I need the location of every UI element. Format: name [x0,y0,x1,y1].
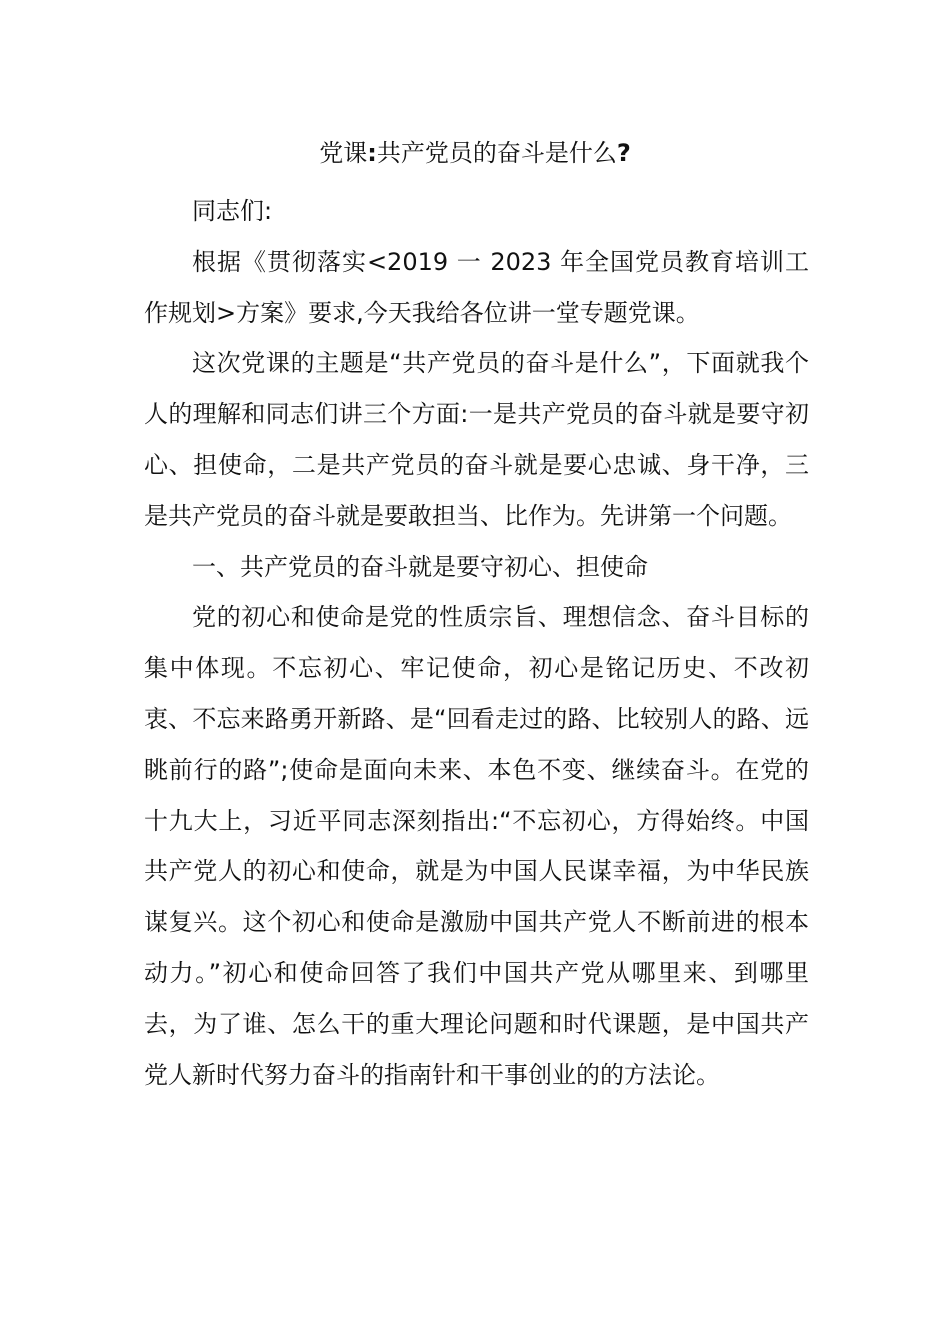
salutation: 同志们: [192,197,273,225]
title-prefix: 党课 [319,139,368,167]
paragraph: 党的初心和使命是党的性质宗旨、理想信念、奋斗目标的集中体现。不忘初心、牢记使命，初心是铭记历史、不改初衷、不忘来路勇开新路、是“回看走过的路、比较别人的路、远眺前行的路”;使命是面向未来、本色不变、继续奋斗。在党的十九大上，习近平同志深刻指出:“不忘初心，方得始终。中国共产党人的初心和使命，就是为中国人民谋幸福，为中华民族谋复兴。这个初心和使命是激励中国共产党人不断前进的根本动力。”初心和使命回答了我们中国共产党从哪里来、到哪里去，为了谁、怎么干的重大理论问题和时代课题，是中国共产党人新时代努力奋斗的指南针和干事创业的的方法论。 [144,603,809,1089]
paragraph: 根据《贯彻落实<2019 一 2023 年全国党员教育培训工作规划>方案》要求,今天我给各位讲一堂专题党课。 [144,247,809,327]
section-heading: 一、共产党员的奋斗就是要守初心、担使命 [192,552,648,581]
document-body [144,186,809,1100]
title-main: 共产党员的奋斗是什么 [376,139,617,167]
title-colon: : [367,139,377,167]
title-question-mark: ? [616,139,631,167]
paragraph: 这次党课的主题是“共产党员的奋斗是什么”，下面就我个人的理解和同志们讲三个方面:一是共产党员的奋斗就是要守初心、担使命，二是共产党员的奋斗就是要心忠诚、身干净，三是共产党员的奋斗就是要敢担当、比作为。先讲第一个问题。 [144,349,809,530]
page-title [0,136,950,170]
